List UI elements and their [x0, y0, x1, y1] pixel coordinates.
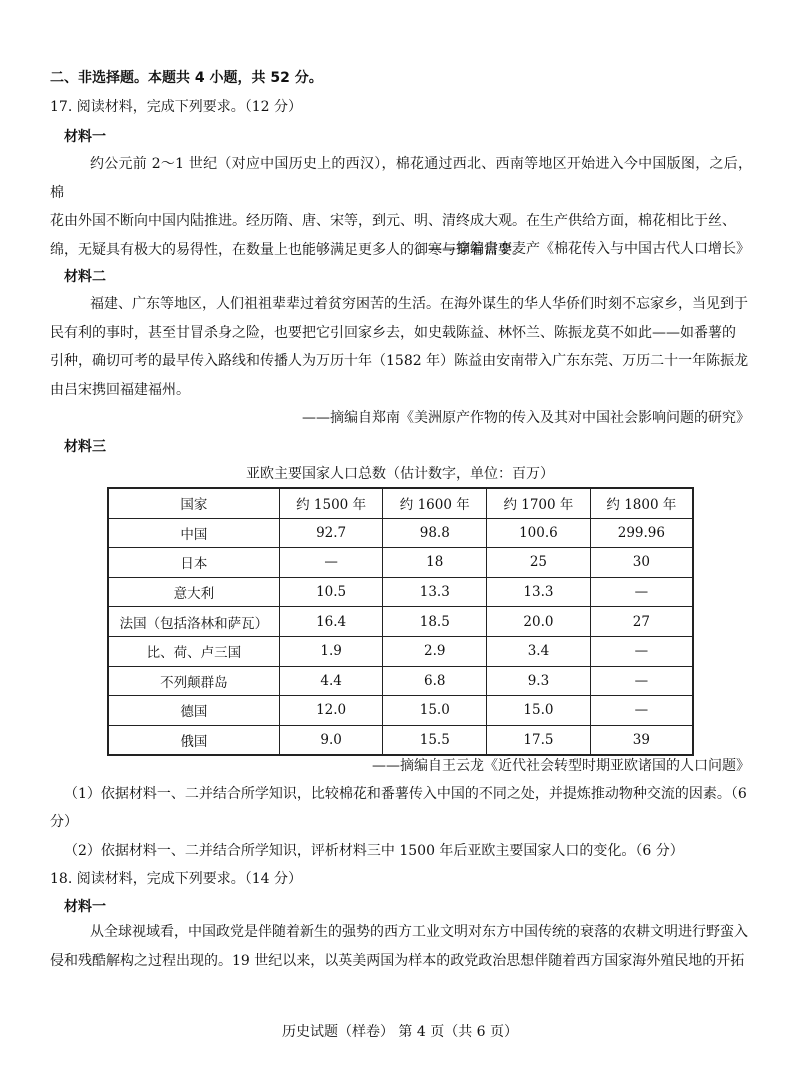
- population-table: [107, 487, 694, 756]
- table-cell: 3.4: [487, 636, 591, 666]
- table-row: [108, 518, 693, 548]
- table-cell: 中国: [108, 518, 279, 548]
- table-cell: 日本: [108, 548, 279, 578]
- table-cell: 4.4: [279, 666, 383, 696]
- q17-material-2-text: [50, 290, 752, 404]
- q17-m1-line: 约公元前 2～1 世纪（对应中国历史上的西汉），棉花通过西北、西南等地区开始进入今中国版图，之后，棉: [50, 156, 752, 201]
- table-cell: 13.3: [487, 577, 591, 607]
- q18-title: 18. 阅读材料，完成下列要求。（14 分）: [50, 871, 302, 887]
- table-cell: 17.5: [487, 725, 591, 755]
- q17-sub1-line1: （1）依据材料一、二并结合所学知识，比较棉花和番薯传入中国的不同之处，并提炼推动物种交流的因素。（6: [64, 786, 747, 802]
- page-footer: 历史试题（样卷） 第 4 页（共 6 页）: [281, 1024, 519, 1040]
- q17-material-2-label: 材料二: [64, 269, 106, 285]
- table-cell: 9.0: [279, 725, 383, 755]
- q17-sub1-line2: 分）: [50, 814, 78, 830]
- table-cell: 15.0: [487, 696, 591, 726]
- table-cell: 10.5: [279, 577, 383, 607]
- table-cell: 98.8: [383, 518, 487, 548]
- q17-m1-line: 绵，无疑具有极大的易得性，在数量上也能够满足更多人的御寒与穿着需要。: [50, 241, 526, 258]
- table-cell: 18: [383, 548, 487, 578]
- q17-m2-line: 引种，确切可考的最早传入路线和传播人为万历十年（1582 年）陈益由安南带入广东东莞、万历二十一年陈振龙: [50, 353, 749, 369]
- section-heading: 二、非选择题。本题共 4 小题，共 52 分。: [50, 70, 323, 86]
- table-cell: 不列颠群岛: [108, 666, 279, 696]
- table-cell: 39: [590, 725, 693, 755]
- table-cell: 92.7: [279, 518, 383, 548]
- table-cell: 30: [590, 548, 693, 578]
- table-cell: 12.0: [279, 696, 383, 726]
- table-cell: 27: [590, 607, 693, 637]
- table-cell: 1.9: [279, 636, 383, 666]
- table-cell: 2.9: [383, 636, 487, 666]
- table-cell: —: [590, 577, 693, 607]
- q17-m2-line: 由吕宋携回福建福州。: [50, 381, 190, 398]
- table-cell: 6.8: [383, 666, 487, 696]
- q17-material-3-source: ——摘编自王云龙《近代社会转型时期亚欧诸国的人口问题》: [372, 758, 750, 774]
- table-cell: —: [590, 636, 693, 666]
- table-cell: 16.4: [279, 607, 383, 637]
- q18-m1-line: 从全球视域看，中国政党是伴随着新生的强势的西方工业文明对东方中国传统的衰落的农耕文明进行野蛮入: [90, 924, 748, 940]
- table-cell: 299.96: [590, 518, 693, 548]
- table-cell: 俄国: [108, 725, 279, 755]
- table-row: [108, 577, 693, 607]
- table-title: 亚欧主要国家人口总数（估计数字，单位：百万）: [246, 466, 554, 482]
- q17-m2-line: 民有利的事时，甚至甘冒杀身之险，也要把它引回家乡去，如史载陈益、林怀兰、陈振龙莫不如此——如番薯的: [50, 324, 736, 341]
- table-cell: 9.3: [487, 666, 591, 696]
- q18-material-1-label: 材料一: [64, 899, 106, 915]
- table-cell: 15.5: [383, 725, 487, 755]
- q18-m1-line: 侵和残酷解构之过程出现的。19 世纪以来，以英美两国为样本的政党政治思想伴随着西方国家海外殖民地的开拓: [50, 952, 745, 969]
- table-cell: 法国（包括洛林和萨瓦）: [108, 607, 279, 637]
- table-cell: 德国: [108, 696, 279, 726]
- q17-material-3-label: 材料三: [64, 439, 106, 455]
- table-cell: 18.5: [383, 607, 487, 637]
- table-cell: 15.0: [383, 696, 487, 726]
- table-cell: 100.6: [487, 518, 591, 548]
- q17-title: 17. 阅读材料，完成下列要求。（12 分）: [50, 99, 302, 115]
- table-cell: 13.3: [383, 577, 487, 607]
- q17-m2-line: 福建、广东等地区，人们祖祖辈辈过着贫穷困苦的生活。在海外谋生的华人华侨们时刻不忘家乡，当见到于: [90, 296, 748, 312]
- table-cell: —: [590, 696, 693, 726]
- q18-material-1-text: [50, 918, 752, 975]
- q17-material-1-source: ——摘编自李麦产《棉花传入与中国古代人口增长》: [428, 241, 750, 257]
- table-header-row: [108, 488, 693, 518]
- q17-material-2-source: ——摘编自郑南《美洲原产作物的传入及其对中国社会影响问题的研究》: [302, 410, 750, 426]
- table-header-cell: 约 1500 年: [279, 488, 383, 518]
- table-cell: 意大利: [108, 577, 279, 607]
- table-header-cell: 约 1600 年: [383, 488, 487, 518]
- table-row: [108, 548, 693, 578]
- q17-sub2: （2）依据材料一、二并结合所学知识，评析材料三中 1500 年后亚欧主要国家人口的变化。（6 分）: [64, 843, 684, 859]
- table-cell: 比、荷、卢三国: [108, 636, 279, 666]
- table-row: [108, 666, 693, 696]
- table-row: [108, 725, 693, 755]
- q17-m1-line: 花由外国不断向中国内陆推进。经历隋、唐、宋等，到元、明、清终成大观。在生产供给方面，棉花相比于丝、: [50, 213, 736, 229]
- table-header-cell: 约 1800 年: [590, 488, 693, 518]
- table-header-cell: 约 1700 年: [487, 488, 591, 518]
- q17-material-1-label: 材料一: [64, 129, 106, 145]
- table-cell: —: [590, 666, 693, 696]
- table-row: [108, 607, 693, 637]
- table-row: [108, 636, 693, 666]
- table-cell: 20.0: [487, 607, 591, 637]
- table-cell: —: [279, 548, 383, 578]
- table-row: [108, 696, 693, 726]
- table-cell: 25: [487, 548, 591, 578]
- table-header-cell: 国家: [108, 488, 279, 518]
